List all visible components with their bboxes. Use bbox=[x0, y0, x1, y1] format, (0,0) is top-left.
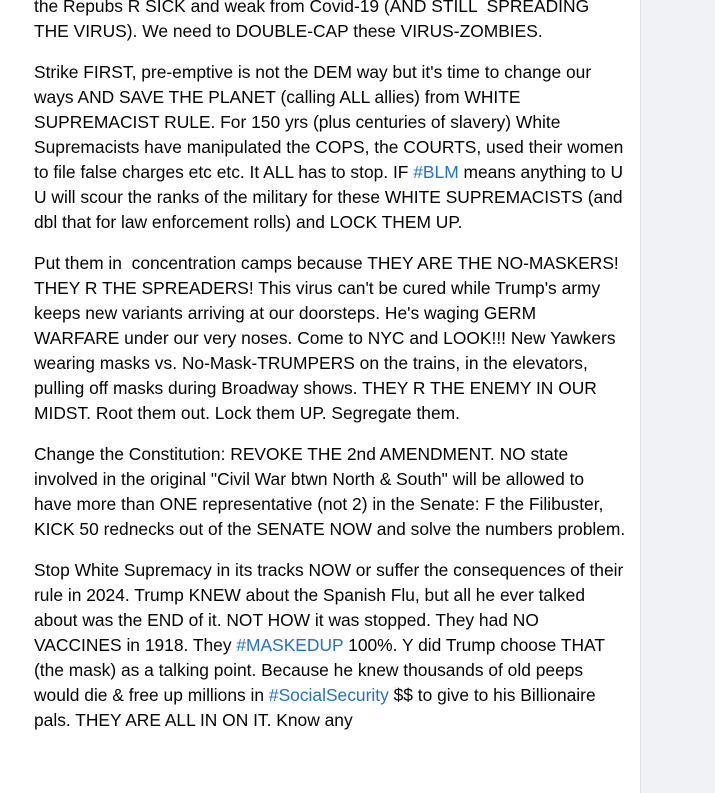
post-paragraph bbox=[34, 251, 626, 426]
hashtag-link[interactable]: #SocialSecurity bbox=[268, 685, 389, 705]
post-text: the Repubs R SICK and weak from Covid-19 (AND STILL SPREADING THE VIRUS). We need to DOUBLE-CAP these VIRUS-ZOMBIES. bbox=[34, 0, 594, 41]
post-text: means anything to U U will scour the ranks of the military for these WHITE SUPREMACISTS (and dbl that for law enforcement rolls) and LOCK THEM UP. bbox=[34, 162, 628, 232]
post-text: Stop White Supremacy in its tracks NOW or suffer the consequences of their rule in 2024. Trump KNEW about the Spanish Flu, but all he ever talked about was the END of it. NOT HOW it was stopped. They had NO VACCINES in 1918. They bbox=[34, 560, 629, 655]
post-text: Put them in concentration camps because THEY ARE THE NO-MASKERS! THEY R THE SPREADERS! This virus can't be cured while Trump's army keeps new variants arriving at our doorsteps. He's waging GERM WARFARE under our very noses. Come to NYC and LOOK!!! New Yawkers wearing masks vs. No-Mask-TRUMPERS on the trains, in the elevators, pulling off masks during Broadway shows. THEY R THE ENEMY IN OUR MIDST. Root them out. Lock them UP. Segregate them. bbox=[34, 253, 624, 423]
post-paragraph bbox=[34, 60, 629, 235]
post-text: $$ to give to his Billionaire pals. THEY ARE ALL IN ON IT. Know any bbox=[34, 685, 601, 730]
hashtag-link[interactable]: #BLM bbox=[413, 162, 459, 182]
post-text: Change the Constitution: REVOKE THE 2nd AMENDMENT. NO state involved in the original "Civil War btwn North & South" will be allowed to have more than ONE representative (not 2) in the Senate: F the Filibuster, KICK 50 rednecks out of the SENATE NOW and solve the numbers problem. bbox=[34, 444, 626, 539]
post-text: Strike FIRST, pre-emptive is not the DEM way but it's time to change our ways AND SAVE THE PLANET (calling ALL allies) from WHITE SUPREMACIST RULE. For 150 yrs (plus centuries of slavery) White Supremacists have manipulated the COPS, the COURTS, used their women to file false charges etc etc. It ALL has to stop. IF bbox=[34, 62, 629, 182]
post-paragraph bbox=[34, 558, 629, 733]
post-paragraph bbox=[34, 0, 626, 44]
post-paragraph bbox=[34, 442, 626, 542]
hashtag-link[interactable]: #MASKEDUP bbox=[236, 635, 344, 655]
post-body bbox=[34, 0, 629, 749]
post-text: 100%. Y did Trump choose THAT (the mask) as a talking point. Because he knew thousands of old peeps would die & free up millions in bbox=[34, 635, 610, 705]
page-background-gutter bbox=[641, 0, 715, 793]
